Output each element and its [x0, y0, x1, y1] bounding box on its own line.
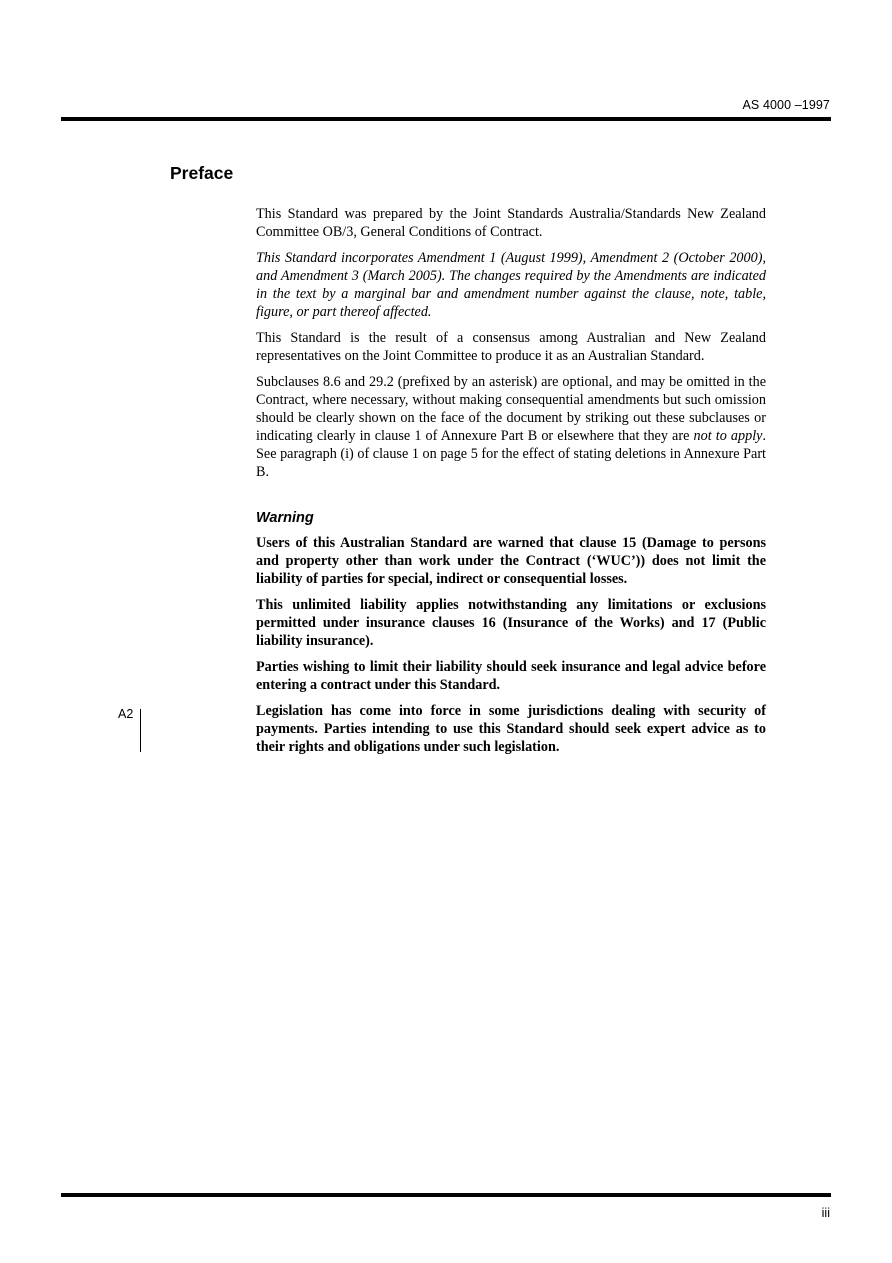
page-number: iii — [821, 1206, 830, 1220]
warning-paragraph-legislation: Legislation has come into force in some jurisdictions dealing with security of payments. Parties intending to use this Standard should seek expert advice as to their rights and obligations under such legislation. — [256, 703, 766, 755]
optional-subclauses-text-end: . See paragraph (i) of clause 1 on page 5 for the effect of stating deletions in Annexure Part B. — [256, 428, 766, 480]
paragraph-consensus: This Standard is the result of a consensus among Australian and New Zealand representatives on the Joint Committee to produce it as an Australian Standard. — [256, 330, 766, 364]
amendment-marker: A2 — [118, 707, 134, 721]
paragraph-prepared-by: This Standard was prepared by the Joint Standards Australia/Standards New Zealand Committee OB/3, General Conditions of Contract. — [256, 206, 766, 240]
warning-paragraph-insurance-advice: Parties wishing to limit their liability should seek insurance and legal advice before entering a contract under this Standard. — [256, 659, 766, 693]
optional-subclauses-text: Subclauses 8.6 and 29.2 (prefixed by an asterisk) are optional, and may be omitted in the Contract, where necessary, without making consequential amendments but such omission should be clearly shown on the face of the document by striking out these subclauses or indicating clearly in clause 1 of Annexure Part B or elsewhere that they are — [256, 374, 766, 444]
amendment-bar — [140, 709, 141, 752]
warning-heading: Warning — [256, 510, 314, 526]
paragraph-amendments: This Standard incorporates Amendment 1 (August 1999), Amendment 2 (October 2000), and Amendment 3 (March 2005). The changes required by the Amendments are indicated in the text by a marginal bar and amendment number against the clause, note, table, figure, or part thereof affected. — [256, 250, 766, 320]
paragraph-optional-subclauses — [256, 373, 766, 481]
header-rule — [61, 117, 831, 121]
not-to-apply-emphasis: not to apply — [693, 428, 763, 444]
body-text — [256, 205, 766, 764]
footer-rule — [61, 1193, 831, 1197]
standard-reference: AS 4000 –1997 — [742, 98, 830, 112]
warning-paragraph-unlimited: This unlimited liability applies notwithstanding any limitations or exclusions permitted under insurance clauses 16 (Insurance of the Works) and 17 (Public liability insurance). — [256, 597, 766, 649]
page-title: Preface — [170, 163, 234, 183]
warning-paragraph-liability: Users of this Australian Standard are warned that clause 15 (Damage to persons and property other than work under the Contract (‘WUC’)) does not limit the liability of parties for special, indirect or consequential losses. — [256, 535, 766, 587]
